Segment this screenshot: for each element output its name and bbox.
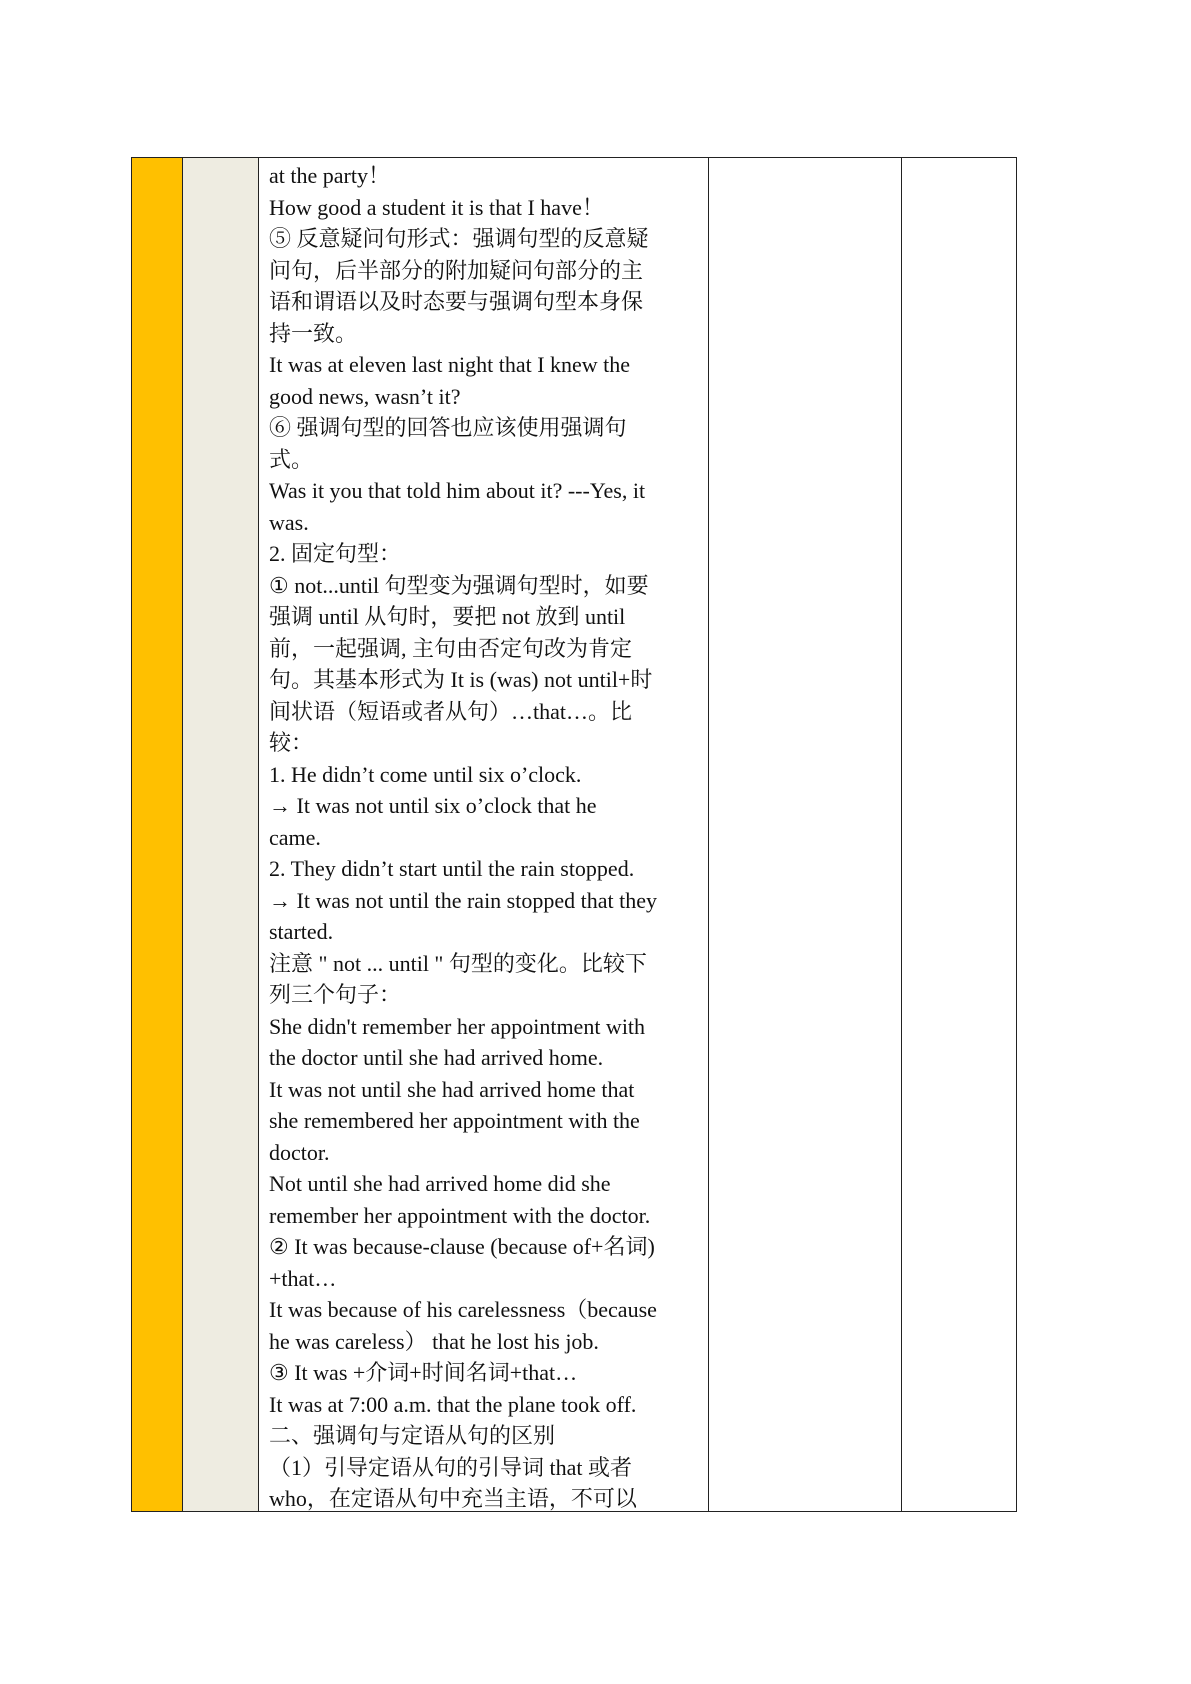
content-line: 句。其基本形式为 It is (was) not until+时 — [269, 667, 653, 692]
content-line: → It was not until six o’clock that he — [269, 793, 597, 818]
content-line: How good a student it is that I have！ — [269, 194, 604, 220]
content-line: 语和谓语以及时态要与强调句型本身保 — [269, 289, 644, 314]
content-line: ⑥ 强调句型的回答也应该使用强调句 — [269, 415, 627, 440]
content-line: at the party！ — [269, 163, 390, 188]
content-line: → It was not until the rain stopped that they — [269, 887, 657, 913]
content-line: good news, wasn’t it? — [269, 383, 461, 409]
content-line: remember her appointment with the doctor. — [269, 1202, 651, 1228]
content-line: 间状语（短语或者从句）…that…。比 — [269, 698, 632, 724]
content-line: 式。 — [269, 446, 314, 472]
content-line: 问句，后半部分的附加疑问句部分的主 — [269, 257, 644, 283]
content-line: ① not...until 句型变为强调句型时，如要 — [269, 572, 649, 598]
empty-cell — [902, 158, 1016, 1511]
content-line: the doctor until she had arrived home. — [269, 1045, 604, 1070]
content-line: came. — [269, 824, 321, 850]
content-cell — [259, 158, 709, 1511]
content-line: 2. 固定句型： — [269, 541, 402, 566]
content-line: 2. They didn’t start until the rain stopped. — [269, 856, 635, 881]
content-line: 列三个句子： — [269, 982, 402, 1007]
content-line: 强调 until 从句时，要把 not 放到 until — [269, 604, 626, 629]
content-line: It was at 7:00 a.m. that the plane took off. — [269, 1391, 637, 1417]
content-line: 持一致。 — [269, 320, 358, 346]
content-line: 注意 " not ... until " 句型的变化。比较下 — [269, 950, 647, 976]
accent-column-cell — [132, 158, 183, 1511]
content-line: ⑤ 反意疑问句形式：强调句型的反意疑 — [269, 226, 649, 251]
content-line: 二、强调句与定语从句的区别 — [269, 1423, 556, 1448]
content-line: ③ It was +介词+时间名词+that… — [269, 1360, 578, 1385]
content-line: 前，一起强调, 主句由否定句改为肯定 — [269, 635, 633, 661]
content-line: he was careless） that he lost his job. — [269, 1328, 599, 1354]
shaded-column-cell — [183, 158, 259, 1511]
content-line: +that… — [269, 1265, 337, 1291]
content-line: It was at eleven last night that I knew the — [269, 352, 631, 377]
empty-cell — [709, 158, 902, 1511]
content-line: doctor. — [269, 1139, 330, 1165]
content-line: she remembered her appointment with the — [269, 1108, 640, 1133]
content-line: It was not until she had arrived home that — [269, 1076, 635, 1102]
content-line: It was because of his carelessness（because — [269, 1297, 657, 1322]
content-line: 1. He didn’t come until six o’clock. — [269, 761, 582, 787]
content-line: started. — [269, 919, 334, 944]
content-line: ② It was because-clause (because of+名词) — [269, 1234, 655, 1259]
content-line: She didn't remember her appointment with — [269, 1013, 646, 1039]
content-line: who，在定语从句中充当主语，不可以 — [269, 1486, 637, 1511]
content-line: （1）引导定语从句的引导词 that 或者 — [269, 1454, 632, 1480]
lesson-table — [131, 157, 1017, 1512]
content-line: Was it you that told him about it? ---Yes, it — [269, 478, 646, 503]
content-line: Not until she had arrived home did she — [269, 1171, 611, 1196]
content-line: 较： — [269, 730, 314, 755]
content-line: was. — [269, 509, 309, 535]
